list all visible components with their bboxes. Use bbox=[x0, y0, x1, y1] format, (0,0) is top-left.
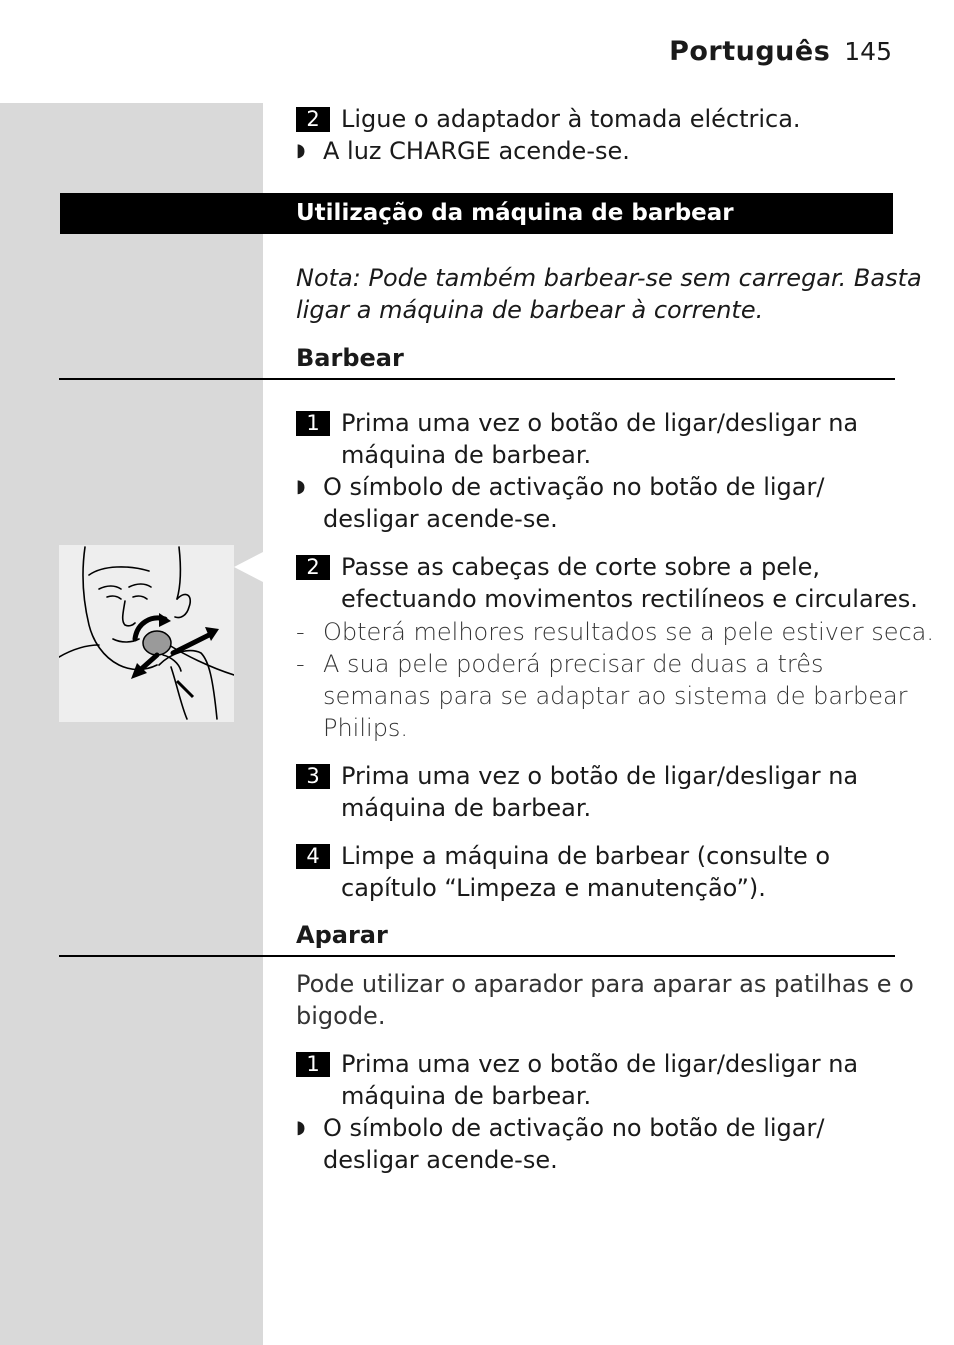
barbear-tip-1 bbox=[296, 616, 935, 648]
intro-result bbox=[296, 135, 906, 167]
step-text: capítulo “Limpeza e manutenção”). bbox=[341, 874, 766, 902]
step-text: Limpe a máquina de barbear (consulte o bbox=[341, 842, 831, 870]
step-text: máquina de barbear. bbox=[341, 441, 592, 469]
result-marker-icon: ◗ bbox=[296, 1117, 306, 1138]
step-number: 1 bbox=[296, 1052, 330, 1077]
page-number: 145 bbox=[844, 37, 892, 66]
page-header bbox=[669, 36, 892, 67]
tip-text: A sua pele poderá precisar de duas a três bbox=[323, 650, 824, 678]
result-marker-icon: ◗ bbox=[296, 476, 306, 497]
step-text: efectuando movimentos rectilíneos e circulares. bbox=[341, 585, 918, 613]
tip-text: Obterá melhores resultados se a pele estiver seca. bbox=[323, 618, 935, 646]
barbear-step-4 bbox=[296, 840, 906, 904]
note-line: ligar a máquina de barbear à corrente. bbox=[296, 296, 764, 324]
intro-step bbox=[296, 103, 906, 135]
aparar-result-1 bbox=[296, 1112, 906, 1176]
divider bbox=[59, 955, 895, 957]
step-text: máquina de barbear. bbox=[341, 1082, 592, 1110]
section-title-bar bbox=[60, 193, 893, 234]
language-label: Português bbox=[669, 36, 831, 67]
dash-marker: - bbox=[296, 618, 305, 646]
barbear-step-3 bbox=[296, 760, 906, 824]
step-text: Prima uma vez o botão de ligar/desligar na bbox=[341, 762, 859, 790]
tip-text: Philips. bbox=[323, 714, 409, 742]
illustration-pointer bbox=[234, 552, 263, 582]
step-text: Prima uma vez o botão de ligar/desligar na bbox=[341, 409, 859, 437]
note-line: Nota: Pode também barbear-se sem carregar. Basta bbox=[296, 264, 922, 292]
result-text: O símbolo de activação no botão de ligar/ bbox=[323, 1114, 825, 1142]
note bbox=[296, 262, 922, 326]
step-number: 2 bbox=[296, 555, 330, 580]
result-marker-icon: ◗ bbox=[296, 140, 306, 161]
shaving-illustration bbox=[59, 545, 234, 722]
subsection-title-aparar: Aparar bbox=[296, 921, 388, 949]
step-text: Ligue o adaptador à tomada eléctrica. bbox=[341, 105, 801, 133]
section-title: Utilização da máquina de barbear bbox=[296, 200, 734, 226]
divider bbox=[59, 378, 895, 380]
intro-text: Pode utilizar o aparador para aparar as patilhas e o bbox=[296, 970, 914, 998]
left-margin-band bbox=[0, 103, 263, 1345]
result-text: desligar acende-se. bbox=[323, 1146, 558, 1174]
man-shaving-icon bbox=[59, 545, 234, 722]
tip-text: semanas para se adaptar ao sistema de barbear bbox=[323, 682, 908, 710]
result-text: O símbolo de activação no botão de ligar/ bbox=[323, 473, 825, 501]
dash-marker: - bbox=[296, 650, 305, 678]
barbear-tip-2 bbox=[296, 648, 906, 744]
barbear-step-1 bbox=[296, 407, 906, 471]
step-number: 4 bbox=[296, 844, 330, 869]
subsection-title-barbear: Barbear bbox=[296, 344, 404, 372]
barbear-step-2 bbox=[296, 551, 918, 615]
step-text: máquina de barbear. bbox=[341, 794, 592, 822]
step-text: Passe as cabeças de corte sobre a pele, bbox=[341, 553, 821, 581]
aparar-intro bbox=[296, 968, 914, 1032]
result-text: A luz CHARGE acende-se. bbox=[323, 137, 630, 165]
result-text: desligar acende-se. bbox=[323, 505, 558, 533]
intro-text: bigode. bbox=[296, 1002, 386, 1030]
aparar-step-1 bbox=[296, 1048, 906, 1112]
step-number: 2 bbox=[296, 107, 330, 132]
step-text: Prima uma vez o botão de ligar/desligar na bbox=[341, 1050, 859, 1078]
barbear-result-1 bbox=[296, 471, 906, 535]
step-number: 3 bbox=[296, 764, 330, 789]
step-number: 1 bbox=[296, 411, 330, 436]
